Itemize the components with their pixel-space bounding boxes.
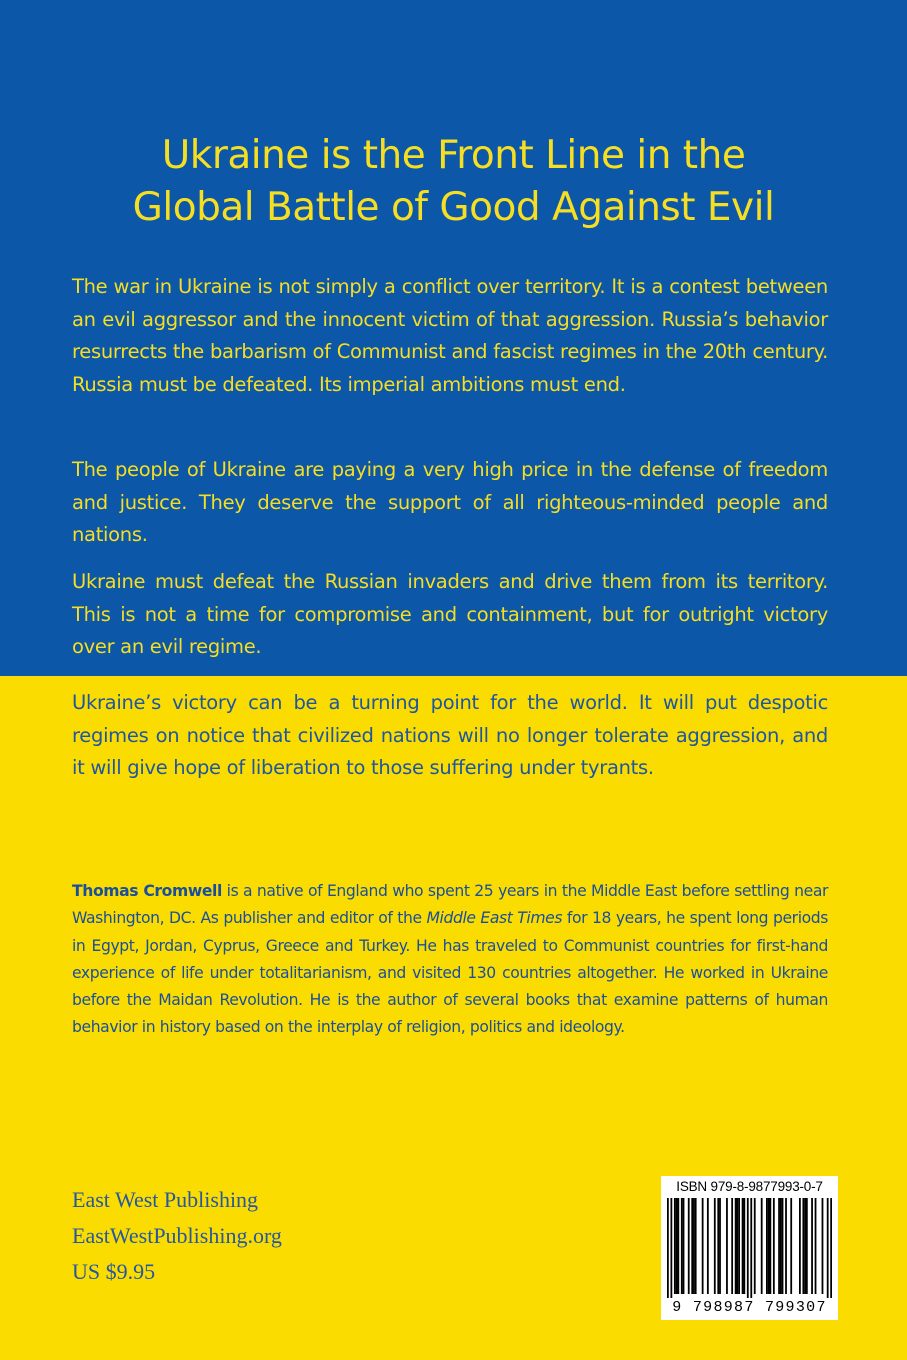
barcode-bar xyxy=(761,1198,763,1294)
blurb-paragraph-3: Ukraine must defeat the Russian invaders and drive them from its territory. This is not a time for compromise and containment, but for outright victory over an evil regime. xyxy=(72,570,828,658)
barcode-bar xyxy=(747,1198,749,1298)
barcode-bar xyxy=(742,1198,744,1294)
headline-line-1: Ukraine is the Front Line in the xyxy=(161,133,746,178)
barcode-bar xyxy=(804,1198,806,1294)
barcode-bar xyxy=(827,1198,829,1298)
barcode-bar xyxy=(676,1198,678,1294)
barcode-bar xyxy=(773,1198,775,1294)
barcode-bars xyxy=(667,1198,832,1298)
barcode-bar xyxy=(815,1198,817,1294)
barcode-bar xyxy=(702,1198,704,1294)
barcode-bar xyxy=(677,1198,679,1294)
barcode-bar xyxy=(726,1198,728,1294)
barcode-bar xyxy=(830,1198,832,1298)
barcode-bar xyxy=(688,1198,690,1294)
publisher-name: East West Publishing xyxy=(72,1187,259,1212)
barcode-bar xyxy=(802,1198,804,1294)
headline-line-2: Global Battle of Good Against Evil xyxy=(132,185,775,230)
barcode-bar xyxy=(769,1198,771,1294)
barcode-bar xyxy=(707,1198,709,1294)
barcode-bar xyxy=(736,1198,738,1294)
barcode-bar xyxy=(683,1198,685,1294)
barcode-bar xyxy=(731,1198,733,1294)
bio-text-part-2: for 18 years, he spent long periods in Egypt, Jordan, Cyprus, Greece and Turkey. He has traveled to Communist countries for first-hand experience of life under totalitarianism, and visited 130 countries altogether. He worked in Ukraine before the Maidan Revolution. He is the author of several books that examine patterns of human behavior in history based on the interplay of religion, politics and ideology. xyxy=(72,909,828,1037)
barcode-bar xyxy=(782,1198,784,1294)
book-price: US $9.95 xyxy=(72,1259,156,1284)
bio-publication-title: Middle East Times xyxy=(426,909,563,928)
barcode-bar xyxy=(780,1198,782,1294)
author-name: Thomas Cromwell xyxy=(72,882,222,900)
barcode-bar xyxy=(735,1198,737,1294)
barcode-bar xyxy=(799,1198,801,1294)
barcode-bar xyxy=(822,1198,824,1294)
barcode-bar xyxy=(768,1198,770,1294)
barcode-bar xyxy=(717,1198,719,1294)
barcode-bar xyxy=(806,1198,808,1294)
blurb-paragraph-4: Ukraine’s victory can be a turning point for the world. It will put despotic regimes on notice that civilized nations will no longer tolerate aggression, and it will give hope of liberation to those suffering under tyrants. xyxy=(72,691,828,779)
cover-headline xyxy=(40,130,867,234)
barcode-digits: 9 798987 799307 xyxy=(672,1299,827,1316)
barcode-bar xyxy=(743,1198,745,1294)
barcode-bar xyxy=(693,1198,695,1294)
barcode-bar xyxy=(790,1198,792,1294)
barcode-bar xyxy=(738,1198,740,1294)
barcode-bar xyxy=(750,1198,752,1298)
barcode-bar xyxy=(811,1198,813,1294)
barcode-bar xyxy=(695,1198,697,1294)
blurb-paragraph-1: The war in Ukraine is not simply a conflict over territory. It is a contest between an evil aggressor and the innocent victim of that aggression. Russia’s behavior resurrects the barbarism of Communist and fascist regimes in the 20th century. Russia must be defeated. Its imperial ambitions must end. xyxy=(72,275,828,396)
barcode-bar xyxy=(714,1198,716,1294)
barcode-bar xyxy=(719,1198,721,1294)
barcode-bar xyxy=(670,1198,672,1298)
barcode-bar xyxy=(766,1198,768,1294)
publisher-info xyxy=(72,1182,432,1290)
barcode-bar xyxy=(691,1198,693,1294)
barcode-bar xyxy=(674,1198,676,1294)
publisher-website: EastWestPublishing.org xyxy=(72,1223,282,1248)
barcode-bar xyxy=(778,1198,780,1294)
barcode-bar xyxy=(681,1198,683,1294)
barcode-bar xyxy=(667,1198,669,1298)
blurb-paragraph-2: The people of Ukraine are paying a very high price in the defense of freedom and justice. They deserve the support of all righteous-minded people and nations. xyxy=(72,458,828,546)
author-bio xyxy=(72,878,828,1042)
isbn-barcode-box xyxy=(661,1176,838,1320)
barcode-bar xyxy=(754,1198,756,1294)
bio-text-part-1: is a native of England who spent 25 years in the Middle East before settling near Washington, DC. As publisher and editor of the xyxy=(72,882,828,928)
isbn-label: ISBN 979-8-9877993-0-7 xyxy=(676,1179,823,1194)
barcode-bar xyxy=(785,1198,787,1294)
